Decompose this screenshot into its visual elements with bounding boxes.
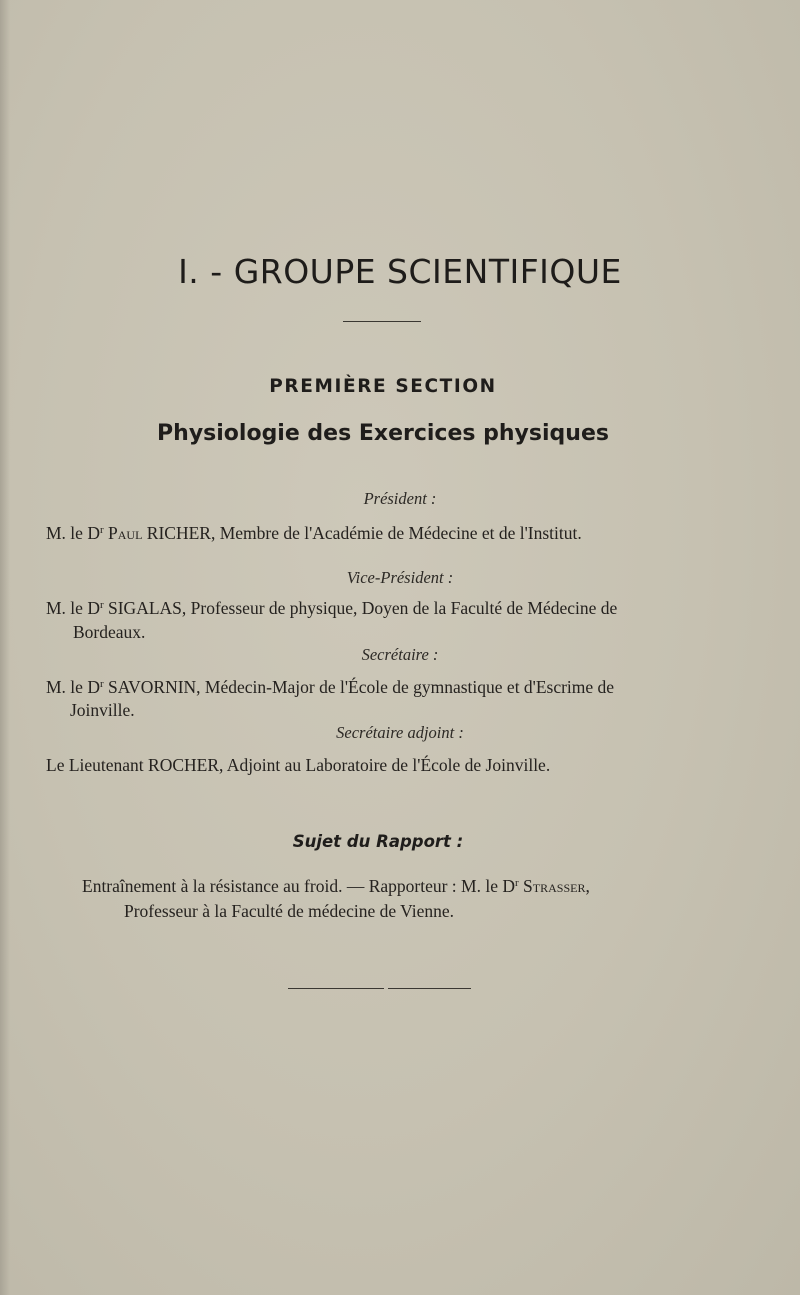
president-prefix: M. le D	[46, 523, 100, 543]
vice-president-rest: SIGALAS, Professeur de physique, Doyen de la Faculté de Médecine de	[103, 598, 618, 618]
subject-title: Sujet du Rapport :	[292, 832, 464, 851]
group-title: I. - GROUPE SCIENTIFIQUE	[178, 252, 622, 291]
secretary-role: Secrétaire :	[361, 645, 439, 664]
president-first-name: Paul	[108, 523, 143, 543]
president-role: Président :	[363, 489, 437, 508]
vice-president-line-1	[46, 598, 617, 619]
vice-president-prefix: M. le D	[46, 598, 100, 618]
secretary-sup: r	[99, 678, 104, 690]
secretary-prefix: M. le D	[46, 677, 100, 697]
title-rule	[343, 321, 421, 322]
subject-comma: ,	[585, 876, 590, 896]
subject-sup: r	[514, 877, 519, 889]
president-line	[46, 523, 582, 544]
section-label: PREMIÈRE SECTION	[269, 376, 497, 397]
secretary-rest: SAVORNIN, Médecin-Major de l'École de gymnastique et d'Escrime de	[103, 677, 615, 697]
closing-rule-left	[288, 988, 384, 989]
assistant-secretary-line: Le Lieutenant ROCHER, Adjoint au Laboratoire de l'École de Joinville.	[46, 755, 551, 775]
vice-president-line-2: Bordeaux.	[73, 622, 146, 642]
section-title: Physiologie des Exercices physiques	[157, 421, 609, 446]
president-sup: r	[99, 524, 104, 536]
vice-president-sup: r	[99, 599, 104, 611]
assistant-secretary-role: Secrétaire adjoint :	[336, 723, 464, 742]
secretary-line-2: Joinville.	[70, 700, 135, 720]
subject-line-2: Professeur à la Faculté de médecine de Vienne.	[124, 901, 455, 921]
subject-rapporteur-name: Strasser	[523, 876, 586, 896]
closing-rule-right	[388, 988, 471, 989]
president-rest: RICHER, Membre de l'Académie de Médecine et de l'Institut.	[142, 523, 582, 543]
secretary-line-1	[46, 677, 614, 698]
vice-president-role: Vice-Président :	[346, 568, 454, 587]
subject-text: Entraînement à la résistance au froid. — Rapporteur : M. le D	[82, 876, 515, 896]
subject-line-1	[82, 876, 590, 897]
